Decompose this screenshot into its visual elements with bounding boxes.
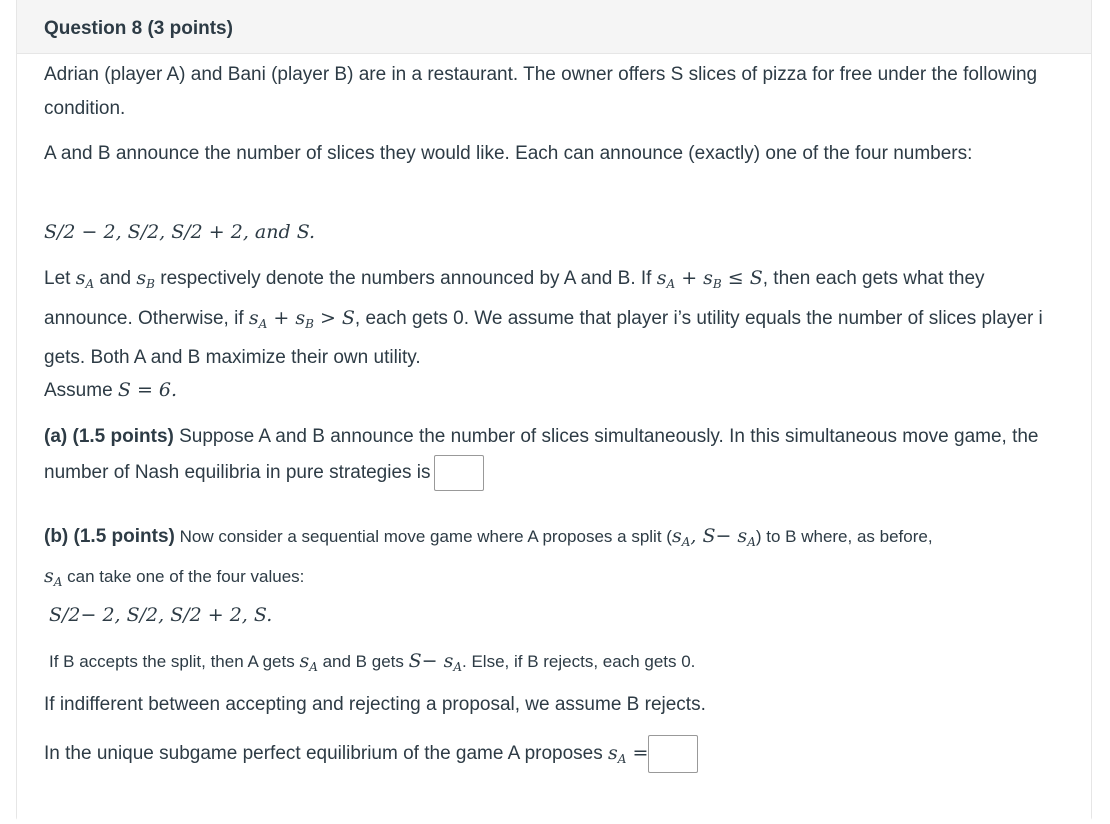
accept-text-1: If B accepts the split, then A gets — [49, 652, 300, 671]
part-a-label: (a) (1.5 points) — [44, 426, 174, 447]
options-math — [44, 215, 1074, 250]
part-a-text: Suppose A and B announce the number of slices simultaneously. In this simultaneous move game, the number of Nash equilibria in pure strategies is — [44, 426, 1039, 484]
accept-paragraph — [49, 644, 1079, 684]
question-header — [17, 0, 1091, 53]
sB-symbol: $s_B$ — [136, 267, 155, 291]
let-text-3: respectively denote the numbers announced by A and B. If — [155, 268, 657, 289]
spe-paragraph — [44, 733, 1074, 779]
part-b-text-2: ) to B where, as before, — [755, 527, 933, 546]
let-text-2: and — [94, 268, 137, 289]
spe-text: In the unique subgame perfect equilibrium of the game A proposes — [44, 743, 609, 764]
part-b-label: (b) (1.5 points) — [44, 526, 175, 547]
let-text-4: , then each gets what they announce. Otherwise, if — [44, 268, 985, 329]
options-math-b-text: S/2− 2, S/2, S/2 + 2, S. — [49, 604, 273, 626]
assume-math: S = 6. — [117, 379, 178, 401]
let-text-5: , each gets 0. We assume that player i’s utility equals the number of slices player i gets. Both A and B maximize their own utility. — [44, 308, 1043, 368]
question-card — [16, 0, 1092, 821]
part-b-text-3: can take one of the four values: — [62, 567, 305, 586]
question-title: Question 8 (3 points) — [44, 18, 233, 39]
part-b-paragraph — [44, 519, 1074, 599]
options-math-b — [49, 598, 1079, 633]
sA-symbol: $s_A$ — [75, 267, 95, 291]
split-math: $s_A$, $S- s_A$ — [671, 525, 756, 549]
part-a-paragraph — [44, 419, 1074, 491]
let-text-1: Let — [44, 268, 76, 289]
accept-text-3: . Else, if B rejects, each gets 0. — [462, 652, 696, 671]
options-math-text: S/2 − 2, S/2, S/2 + 2, and S. — [44, 221, 316, 243]
sA-symbol-b: $s_A$ — [44, 565, 63, 589]
announce-paragraph: A and B announce the number of slices they would like. Each can announce (exactly) one of the four numbers: — [44, 143, 973, 164]
assume-label: Assume — [44, 380, 118, 401]
answer-a-input[interactable] — [434, 455, 484, 491]
sA-symbol-c: $s_A$ — [299, 650, 318, 674]
sA-equals-math: $s_A$ = — [608, 742, 649, 766]
sum-leq-math: $s_A + s_B \le S$ — [656, 267, 763, 291]
question-body — [17, 53, 1091, 822]
accept-text-2: and B gets — [317, 652, 409, 671]
s-minus-sA-math: $S- s_A$ — [408, 650, 463, 674]
intro-paragraph: Adrian (player A) and Bani (player B) are in a restaurant. The owner offers S slices of pizza for free under the following condition. — [44, 64, 1038, 119]
sum-gt-math: $s_A + s_B > S$ — [248, 307, 355, 331]
indifferent-paragraph: If indifferent between accepting and rejecting a proposal, we assume B rejects. — [44, 694, 706, 715]
let-paragraph — [44, 261, 1074, 375]
answer-b-input[interactable] — [648, 735, 698, 773]
part-b-text-1: Now consider a sequential move game where A proposes a split ( — [174, 527, 672, 546]
assume-line — [44, 373, 1074, 408]
